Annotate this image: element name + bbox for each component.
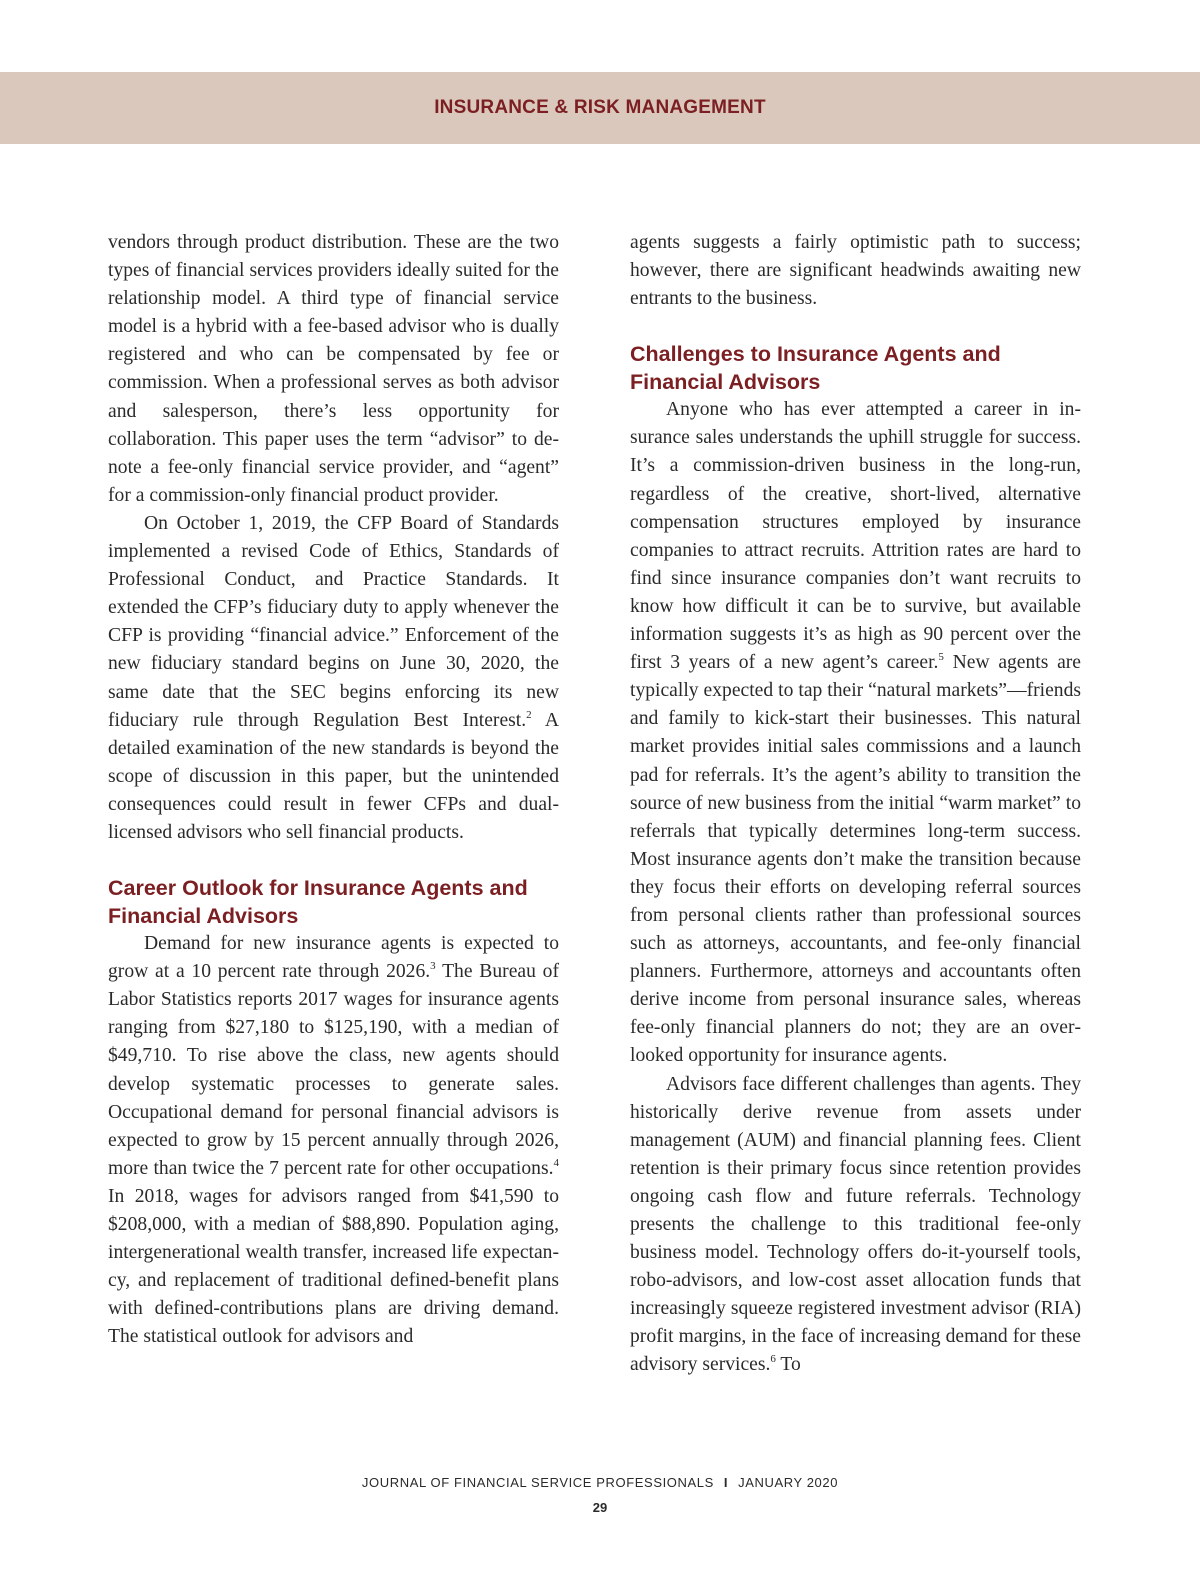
footer-separator: I <box>723 1475 729 1490</box>
footnote-ref: 2 <box>526 708 532 721</box>
section-heading: Career Outlook for Insurance Agents and Financial Advisors <box>108 876 528 929</box>
footnote-ref: 3 <box>430 960 436 973</box>
footer-journal-line <box>0 1475 1200 1490</box>
page-number: 29 <box>592 1500 608 1515</box>
paragraph: Demand for new insurance agents is expected to grow at a 10 percent rate through 2026.$^3$ The Bureau of Labor Statistics reports 2017 wages for insurance agents ranging from $27,180 to $125,190, with a median of $49,710. To rise above the class, new agents should develop systematic processes to generate sales. Occupational demand for personal financial advisors is expected to grow by 15 percent annually through 2026, more than twice the 7 percent rate for other occupations.$^4$ In 2018, wages for advisors ranged from $41,590 to $208,000, with a median of $88,890. Population aging, intergenerational wealth transfer, increased life expectancy, and replacement of traditional defined-benefit plans with defined-contributions plans are driving demand. The statistical outlook for advisors and <box>108 933 559 1348</box>
paragraph: vendors through product distribution. These are the two types of financial services providers ideally suited for the relationship model. A third type of financial service model is a hybrid with a fee-based advisor who is dually registered and who can be compensated by fee or commission. When a professional serves as both advisor and salesperson, there’s less opportunity for collaboration. This paper uses the term “advisor” to denote a fee-only financial service provider, and “agent” for a commission-only financial product provider. <box>108 232 559 506</box>
paragraph: agents suggests a fairly optimistic path to success; however, there are significant headwinds awaiting new entrants to the business. <box>630 232 1081 310</box>
footnote-ref: 4 <box>553 1156 559 1169</box>
footnote-ref: 5 <box>938 651 944 664</box>
paragraph: Anyone who has ever attempted a career in insurance sales understands the uphill struggle for success. It’s a commission-driven business in the long-run, regardless of the creative, short-lived, alternative compensation structures employed by insurance companies to attract recruits. Attrition rates are hard to find since insurance companies don’t want recruits to know how difficult it can be to survive, but available information suggests it’s as high as 90 percent over the first 3 years of a new agent’s career.$^5$ New agents are typically expected to tap their “natural markets”—friends and family to kick-start their businesses. This natural market provides initial sales commissions and a launch pad for referrals. It’s the agent’s ability to transition the source of new business from the initial “warm market” to referrals that typically determines long-term success. Most insurance agents don’t make the transition because they focus their efforts on developing referral sources from personal clients rather than professional sources such as attorneys, accountants, and fee-only financial planners. Furthermore, attorneys and accountants often derive income from personal insurance sales, whereas fee-only financial planners do not; they are an overlooked opportunity for insurance agents. <box>630 399 1081 1067</box>
section-title: INSURANCE & RISK MANAGEMENT <box>434 97 766 118</box>
section-heading: Challenges to Insurance Agents and Financial Advisors <box>630 342 1001 395</box>
issue-date: JANUARY 2020 <box>738 1475 839 1490</box>
section-banner <box>0 72 1200 144</box>
journal-name: JOURNAL OF FINANCIAL SERVICE PROFESSIONALS <box>361 1475 714 1490</box>
left-column <box>108 229 559 1351</box>
paragraph: Advisors face different challenges than agents. They historically derive revenue from assets under management (AUM) and financial planning fees. Client retention is their primary focus since retention provides ongoing cash flow and future referrals. Technology presents the challenge to this traditional fee-only business model. Technology offers do-it-yourself tools, robo-advisors, and low-cost asset allocation funds that increasingly squeeze registered investment advisor (RIA) profit margins, in the face of increasing demand for these advisory services.$^6$ To <box>630 1073 1081 1376</box>
paragraph: On October 1, 2019, the CFP Board of Standards implemented a revised Code of Ethics, Standards of Professional Conduct, and Practice Standards. It extended the CFP’s fiduciary duty to apply whenever the CFP is providing “financial advice.” Enforcement of the new fiduciary standard begins on June 30, 2020, the same date that the SEC begins enforcing its new fiduciary rule through Regulation Best Interest.$^2$ A detailed examination of the new standards is beyond the scope of discussion in this paper, but the unintended consequences could result in fewer CFPs and dual-licensed advisors who sell financial products. <box>108 512 559 843</box>
footnote-ref: 6 <box>770 1353 776 1366</box>
right-column <box>630 229 1081 1380</box>
